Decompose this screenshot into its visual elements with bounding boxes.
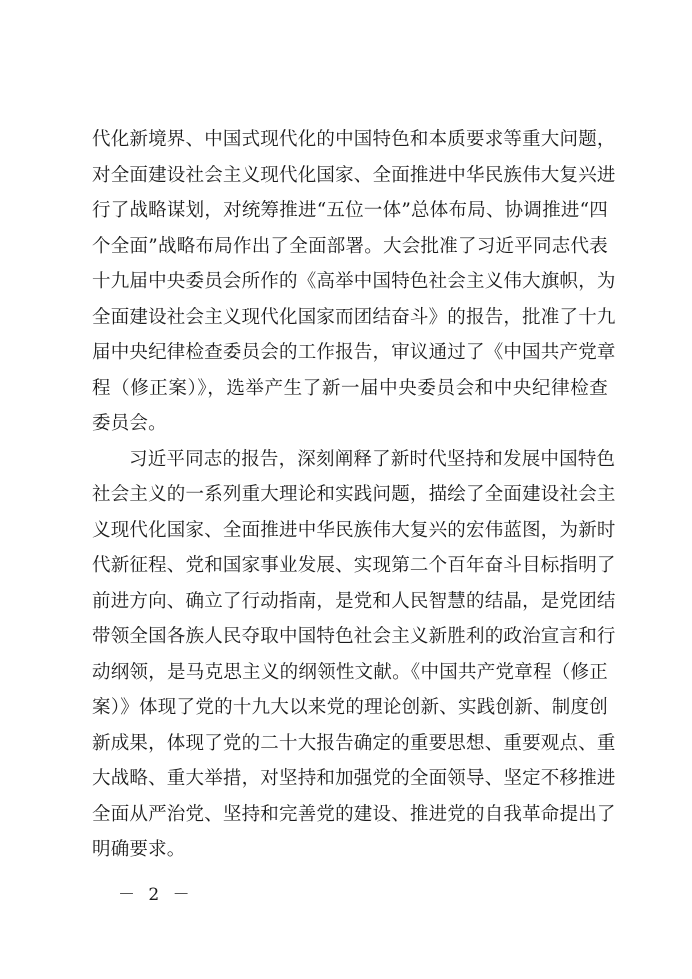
text-line: 委员会。	[92, 413, 167, 434]
paragraph-1	[92, 122, 616, 442]
text-line: 义现代化国家、全面推进中华民族伟大复兴的宏伟蓝图，为新时	[92, 519, 616, 541]
text-line: 届中央纪律检查委员会的工作报告，审议通过了《中国共产党章	[92, 342, 616, 363]
text-line: 个全面”战略布局作出了全面部署。大会批准了习近平同志代表	[92, 235, 608, 257]
text-line: 带领全国各族人民夺取中国特色社会主义新胜利的政治宣言和行	[92, 626, 616, 647]
text-line: 全面建设社会主义现代化国家而团结奋斗》的报告，批准了十九	[92, 306, 616, 328]
text-line: 行了战略谋划，对统筹推进“五位一体”总体布局、协调推进“四	[92, 200, 608, 221]
text-line: 全面从严治党、坚持和完善党的建设、推进党的自我革命提出了	[92, 803, 616, 825]
text-line: 代新征程、党和国家事业发展、实现第二个百年奋斗目标指明了	[92, 555, 616, 576]
text-line: 社会主义的一系列重大理论和实践问题，描绘了全面建设社会主	[92, 484, 616, 505]
text-line: 案）》体现了党的十九大以来党的理论创新、实践创新、制度创	[92, 697, 608, 718]
text-line: 明确要求。	[92, 839, 186, 860]
text-line: 新成果，体现了党的二十大报告确定的重要思想、重要观点、重	[92, 732, 616, 754]
text-line: 十九届中央委员会所作的《高举中国特色社会主义伟大旗帜，为	[92, 271, 616, 292]
text-line: 动纲领，是马克思主义的纲领性文献。《中国共产党章程（修正	[92, 661, 608, 683]
text-line: 习近平同志的报告，深刻阐释了新时代坚持和发展中国特色	[129, 448, 616, 470]
text-line: 程（修正案）》，选举产生了新一届中央委员会和中央纪律检查	[92, 377, 608, 399]
paragraph-2	[92, 442, 616, 868]
text-line: 代化新境界、中国式现代化的中国特色和本质要求等重大问题，	[92, 129, 616, 150]
text-line: 对全面建设社会主义现代化国家、全面推进中华民族伟大复兴进	[92, 164, 616, 186]
page-number: － 2 －	[118, 885, 194, 905]
text-line: 大战略、重大举措，对坚持和加强党的全面领导、坚定不移推进	[92, 768, 616, 789]
text-line: 前进方向、确立了行动指南，是党和人民智慧的结晶，是党团结	[92, 590, 616, 612]
document-body	[92, 122, 616, 868]
